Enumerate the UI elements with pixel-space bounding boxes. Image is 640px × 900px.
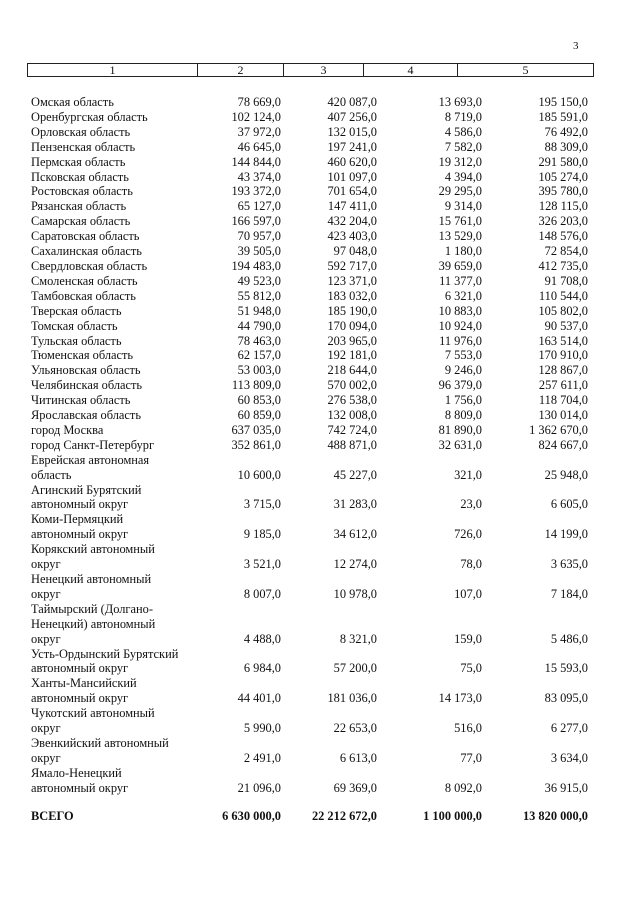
total-label: ВСЕГО bbox=[31, 809, 74, 823]
value-col5: 130 014,0 bbox=[538, 408, 588, 423]
value-col5: 128 867,0 bbox=[538, 363, 588, 378]
region-name bbox=[31, 184, 201, 199]
table-row bbox=[31, 259, 591, 274]
region-name bbox=[31, 95, 201, 110]
region-name-line: Свердловская область bbox=[31, 258, 148, 273]
total-value-col3: 22 212 672,0 bbox=[311, 809, 377, 823]
region-name-line: город Москва bbox=[31, 422, 104, 437]
value-col4: 23,0 bbox=[460, 497, 482, 512]
region-name-line: округ bbox=[31, 631, 61, 646]
value-col4: 11 976,0 bbox=[439, 333, 482, 348]
region-name bbox=[31, 199, 201, 214]
value-col2: 193 372,0 bbox=[231, 184, 281, 199]
value-col3: 460 620,0 bbox=[327, 154, 377, 169]
value-col3: 12 274,0 bbox=[333, 557, 377, 572]
value-col4: 14 173,0 bbox=[438, 691, 482, 706]
table-row bbox=[31, 348, 591, 363]
value-col4: 32 631,0 bbox=[438, 437, 482, 452]
region-name-line: Читинская область bbox=[31, 393, 131, 408]
value-col4: 321,0 bbox=[454, 467, 482, 482]
region-name bbox=[31, 408, 201, 423]
value-col5: 170 910,0 bbox=[538, 348, 588, 363]
region-name-line: Тюменская область bbox=[31, 348, 134, 363]
table-row bbox=[31, 125, 591, 140]
value-col2: 60 853,0 bbox=[237, 393, 281, 408]
table-row bbox=[31, 363, 591, 378]
value-col4: 726,0 bbox=[454, 527, 482, 542]
value-col2: 46 645,0 bbox=[237, 139, 281, 154]
region-name bbox=[31, 214, 201, 229]
region-name-line: Тверская область bbox=[31, 303, 122, 318]
region-name-line: Ростовская область bbox=[31, 184, 133, 199]
value-col3: 218 644,0 bbox=[327, 363, 377, 378]
value-col5: 90 537,0 bbox=[544, 318, 588, 333]
value-col3: 123 371,0 bbox=[327, 273, 377, 288]
total-value-col4: 1 100 000,0 bbox=[423, 809, 482, 823]
value-col2: 637 035,0 bbox=[231, 422, 281, 437]
value-col4: 107,0 bbox=[454, 586, 482, 601]
value-col2: 43 374,0 bbox=[237, 169, 281, 184]
region-name-line: Тамбовская область bbox=[31, 288, 136, 303]
value-col4: 29 295,0 bbox=[438, 184, 482, 199]
value-col5: 36 915,0 bbox=[544, 780, 588, 795]
region-name bbox=[31, 438, 201, 453]
value-col2: 3 521,0 bbox=[243, 557, 281, 572]
value-col3: 132 008,0 bbox=[327, 408, 377, 423]
region-name-line: Челябинская область bbox=[31, 378, 143, 393]
value-col3: 147 411,0 bbox=[327, 199, 377, 214]
value-col5: 824 667,0 bbox=[538, 437, 588, 452]
region-name bbox=[31, 453, 201, 483]
table-row bbox=[31, 423, 591, 438]
table-row bbox=[31, 736, 591, 766]
value-col2: 65 127,0 bbox=[237, 199, 281, 214]
region-name-line: округ bbox=[31, 721, 61, 736]
region-name bbox=[31, 125, 201, 140]
region-name-line: автономный округ bbox=[31, 661, 129, 676]
region-name-line: Ярославская область bbox=[31, 408, 141, 423]
value-col4: 8 719,0 bbox=[444, 109, 482, 124]
value-col4: 13 529,0 bbox=[438, 229, 482, 244]
region-name bbox=[31, 706, 201, 736]
region-name-line: Рязанская область bbox=[31, 199, 127, 214]
table-row bbox=[31, 453, 591, 483]
value-col5: 6 277,0 bbox=[550, 721, 588, 736]
region-name bbox=[31, 170, 201, 185]
value-col2: 9 185,0 bbox=[243, 527, 281, 542]
value-col3: 101 097,0 bbox=[327, 169, 377, 184]
region-name-line: округ bbox=[31, 557, 61, 572]
value-col3: 701 654,0 bbox=[327, 184, 377, 199]
table-row bbox=[31, 289, 591, 304]
value-col5: 25 948,0 bbox=[544, 467, 588, 482]
region-name bbox=[31, 512, 201, 542]
total-row bbox=[31, 809, 591, 824]
region-name bbox=[31, 348, 201, 363]
region-name bbox=[31, 483, 201, 513]
value-col4: 7 582,0 bbox=[444, 139, 482, 154]
value-col5: 105 802,0 bbox=[538, 303, 588, 318]
region-name bbox=[31, 244, 201, 259]
region-name-line: Томская область bbox=[31, 318, 118, 333]
region-name-line: Омская область bbox=[31, 95, 114, 109]
value-col3: 34 612,0 bbox=[333, 527, 377, 542]
value-col4: 39 659,0 bbox=[438, 258, 482, 273]
column-header-4: 4 bbox=[364, 64, 458, 76]
value-col2: 37 972,0 bbox=[237, 124, 281, 139]
value-col4: 19 312,0 bbox=[438, 154, 482, 169]
value-col3: 185 190,0 bbox=[327, 303, 377, 318]
value-col2: 4 488,0 bbox=[243, 631, 281, 646]
value-col5: 5 486,0 bbox=[550, 631, 588, 646]
value-col3: 10 978,0 bbox=[333, 586, 377, 601]
value-col3: 57 200,0 bbox=[333, 661, 377, 676]
value-col3: 183 032,0 bbox=[327, 288, 377, 303]
value-col4: 7 553,0 bbox=[444, 348, 482, 363]
region-name-line: Тульская область bbox=[31, 333, 122, 348]
value-col4: 8 809,0 bbox=[444, 408, 482, 423]
value-col5: 3 634,0 bbox=[550, 750, 588, 765]
region-name bbox=[31, 304, 201, 319]
region-name bbox=[31, 602, 201, 647]
value-col3: 420 087,0 bbox=[327, 95, 377, 109]
region-name bbox=[31, 259, 201, 274]
table-row bbox=[31, 319, 591, 334]
value-col2: 194 483,0 bbox=[231, 258, 281, 273]
value-col3: 6 613,0 bbox=[339, 750, 377, 765]
region-name-line: Еврейская автономная bbox=[31, 452, 150, 467]
value-col5: 118 704,0 bbox=[538, 393, 588, 408]
value-col3: 45 227,0 bbox=[333, 467, 377, 482]
region-name-line: автономный округ bbox=[31, 780, 129, 795]
region-name bbox=[31, 766, 201, 796]
table-row bbox=[31, 199, 591, 214]
table-row bbox=[31, 95, 591, 110]
value-col4: 96 379,0 bbox=[438, 378, 482, 393]
page-number: 3 bbox=[573, 40, 579, 52]
region-name-line: автономный округ bbox=[31, 527, 129, 542]
value-col3: 407 256,0 bbox=[327, 109, 377, 124]
value-col2: 70 957,0 bbox=[237, 229, 281, 244]
value-col3: 31 283,0 bbox=[333, 497, 377, 512]
table-row bbox=[31, 438, 591, 453]
region-name bbox=[31, 542, 201, 572]
value-col4: 4 394,0 bbox=[444, 169, 482, 184]
value-col2: 21 096,0 bbox=[237, 780, 281, 795]
table-row bbox=[31, 170, 591, 185]
value-col5: 326 203,0 bbox=[538, 214, 588, 229]
value-col2: 55 812,0 bbox=[237, 288, 281, 303]
value-col3: 276 538,0 bbox=[327, 393, 377, 408]
region-name-line: Ханты-Мансийский bbox=[31, 676, 137, 691]
table-row bbox=[31, 110, 591, 125]
region-name-line: Саратовская область bbox=[31, 229, 140, 244]
value-col5: 185 591,0 bbox=[538, 109, 588, 124]
region-name-line: Чукотский автономный bbox=[31, 706, 155, 721]
region-name-line: Усть-Ордынский Бурятский bbox=[31, 646, 179, 661]
region-name bbox=[31, 110, 201, 125]
region-name-line: Смоленская область bbox=[31, 273, 138, 288]
region-name-line: округ bbox=[31, 586, 61, 601]
region-name bbox=[31, 274, 201, 289]
total-value-col2: 6 630 000,0 bbox=[222, 809, 281, 823]
table-row bbox=[31, 140, 591, 155]
region-name bbox=[31, 393, 201, 408]
region-name bbox=[31, 319, 201, 334]
value-col3: 69 369,0 bbox=[333, 780, 377, 795]
region-name bbox=[31, 378, 201, 393]
column-header-row bbox=[27, 63, 594, 77]
value-col3: 742 724,0 bbox=[327, 422, 377, 437]
column-header-5: 5 bbox=[522, 63, 529, 77]
region-name bbox=[31, 423, 201, 438]
value-col4: 159,0 bbox=[454, 631, 482, 646]
value-col5: 128 115,0 bbox=[538, 199, 588, 214]
value-col3: 181 036,0 bbox=[327, 691, 377, 706]
table-row bbox=[31, 274, 591, 289]
value-col5: 83 095,0 bbox=[544, 691, 588, 706]
value-col2: 144 844,0 bbox=[231, 154, 281, 169]
value-col4: 75,0 bbox=[460, 661, 482, 676]
table-row bbox=[31, 378, 591, 393]
value-col4: 9 246,0 bbox=[444, 363, 482, 378]
value-col2: 78 463,0 bbox=[237, 333, 281, 348]
value-col3: 22 653,0 bbox=[333, 721, 377, 736]
value-col2: 44 401,0 bbox=[237, 691, 281, 706]
value-col5: 291 580,0 bbox=[538, 154, 588, 169]
table-row bbox=[31, 244, 591, 259]
value-col2: 60 859,0 bbox=[237, 408, 281, 423]
region-name bbox=[31, 736, 201, 766]
value-col3: 170 094,0 bbox=[327, 318, 377, 333]
region-name bbox=[31, 229, 201, 244]
value-col5: 105 274,0 bbox=[538, 169, 588, 184]
region-name-line: автономный округ bbox=[31, 497, 129, 512]
region-name-line: Ямало-Ненецкий bbox=[31, 765, 122, 780]
value-col4: 516,0 bbox=[454, 721, 482, 736]
region-name bbox=[31, 289, 201, 304]
value-col4: 15 761,0 bbox=[438, 214, 482, 229]
value-col5: 195 150,0 bbox=[538, 95, 588, 109]
value-col5: 91 708,0 bbox=[544, 273, 588, 288]
table-row bbox=[31, 393, 591, 408]
region-name-line: Коми-Пермяцкий bbox=[31, 512, 124, 527]
table-row bbox=[31, 676, 591, 706]
value-col5: 3 635,0 bbox=[550, 557, 588, 572]
total-value-col5: 13 820 000,0 bbox=[522, 809, 588, 823]
value-col4: 6 321,0 bbox=[444, 288, 482, 303]
column-header-1: 1 bbox=[28, 64, 198, 76]
value-col2: 352 861,0 bbox=[231, 437, 281, 452]
value-col4: 10 924,0 bbox=[438, 318, 482, 333]
column-header-2: 2 bbox=[198, 64, 284, 76]
value-col2: 3 715,0 bbox=[243, 497, 281, 512]
region-name bbox=[31, 647, 201, 677]
table-body bbox=[31, 95, 591, 796]
value-col5: 72 854,0 bbox=[544, 244, 588, 259]
table-row bbox=[31, 155, 591, 170]
region-name bbox=[31, 334, 201, 349]
table-row bbox=[31, 766, 591, 796]
value-col2: 8 007,0 bbox=[243, 586, 281, 601]
value-col2: 113 809,0 bbox=[231, 378, 281, 393]
value-col2: 78 669,0 bbox=[237, 95, 281, 109]
region-name-line: Ненецкий автономный bbox=[31, 572, 152, 586]
value-col3: 197 241,0 bbox=[327, 139, 377, 154]
table-row bbox=[31, 706, 591, 736]
region-name bbox=[31, 572, 201, 602]
region-name-line: Ульяновская область bbox=[31, 363, 141, 378]
value-col4: 13 693,0 bbox=[438, 95, 482, 109]
region-name-line: округ bbox=[31, 750, 61, 765]
value-col5: 110 544,0 bbox=[538, 288, 588, 303]
value-col4: 1 180,0 bbox=[444, 244, 482, 259]
region-name bbox=[31, 140, 201, 155]
value-col2: 166 597,0 bbox=[231, 214, 281, 229]
value-col3: 570 002,0 bbox=[327, 378, 377, 393]
region-name-line: Пензенская область bbox=[31, 139, 136, 154]
value-col3: 488 871,0 bbox=[327, 437, 377, 452]
value-col2: 62 157,0 bbox=[237, 348, 281, 363]
region-name-line: Сахалинская область bbox=[31, 244, 142, 259]
region-name-line: область bbox=[31, 467, 72, 482]
region-name-line: город Санкт-Петербург bbox=[31, 437, 155, 452]
region-name-line: Пермская область bbox=[31, 154, 126, 169]
value-col4: 8 092,0 bbox=[444, 780, 482, 795]
value-col3: 432 204,0 bbox=[327, 214, 377, 229]
region-name-line: Корякский автономный bbox=[31, 542, 155, 557]
value-col2: 10 600,0 bbox=[237, 467, 281, 482]
value-col4: 4 586,0 bbox=[444, 124, 482, 139]
value-col2: 6 984,0 bbox=[243, 661, 281, 676]
value-col5: 15 593,0 bbox=[544, 661, 588, 676]
table-row bbox=[31, 647, 591, 677]
region-name bbox=[31, 363, 201, 378]
table-row bbox=[31, 572, 591, 602]
value-col5: 76 492,0 bbox=[544, 124, 588, 139]
value-col2: 39 505,0 bbox=[237, 244, 281, 259]
table-row bbox=[31, 512, 591, 542]
table-row bbox=[31, 602, 591, 647]
value-col5: 7 184,0 bbox=[550, 586, 588, 601]
value-col3: 203 965,0 bbox=[327, 333, 377, 348]
table-row bbox=[31, 184, 591, 199]
region-name-line: Оренбургская область bbox=[31, 109, 148, 124]
value-col2: 44 790,0 bbox=[237, 318, 281, 333]
value-col4: 81 890,0 bbox=[438, 422, 482, 437]
value-col3: 8 321,0 bbox=[339, 631, 377, 646]
region-name-line: Агинский Бурятский bbox=[31, 482, 142, 497]
value-col4: 11 377,0 bbox=[439, 273, 482, 288]
value-col2: 5 990,0 bbox=[243, 721, 281, 736]
region-name-line: Таймырский (Долгано- bbox=[31, 601, 153, 616]
value-col4: 10 883,0 bbox=[438, 303, 482, 318]
region-name-line: Орловская область bbox=[31, 124, 131, 139]
table-row bbox=[31, 483, 591, 513]
value-col5: 88 309,0 bbox=[544, 139, 588, 154]
value-col5: 1 362 670,0 bbox=[529, 422, 588, 437]
value-col2: 2 491,0 bbox=[243, 750, 281, 765]
value-col2: 49 523,0 bbox=[237, 273, 281, 288]
region-name-line: автономный округ bbox=[31, 691, 129, 706]
value-col5: 14 199,0 bbox=[544, 527, 588, 542]
value-col3: 192 181,0 bbox=[327, 348, 377, 363]
table-row bbox=[31, 304, 591, 319]
region-name bbox=[31, 676, 201, 706]
value-col3: 132 015,0 bbox=[327, 124, 377, 139]
table-row bbox=[31, 214, 591, 229]
table-row bbox=[31, 334, 591, 349]
value-col5: 395 780,0 bbox=[538, 184, 588, 199]
table-row bbox=[31, 408, 591, 423]
value-col3: 592 717,0 bbox=[327, 258, 377, 273]
value-col4: 77,0 bbox=[460, 750, 482, 765]
value-col3: 97 048,0 bbox=[333, 244, 377, 259]
value-col5: 163 514,0 bbox=[538, 333, 588, 348]
column-header-3: 3 bbox=[284, 64, 364, 76]
value-col4: 1 756,0 bbox=[444, 393, 482, 408]
value-col4: 78,0 bbox=[460, 557, 482, 572]
value-col5: 148 576,0 bbox=[538, 229, 588, 244]
table-row bbox=[31, 229, 591, 244]
value-col2: 53 003,0 bbox=[237, 363, 281, 378]
value-col5: 257 611,0 bbox=[538, 378, 588, 393]
region-name-line: Эвенкийский автономный bbox=[31, 735, 169, 750]
region-name bbox=[31, 155, 201, 170]
value-col2: 51 948,0 bbox=[237, 303, 281, 318]
table-row bbox=[31, 542, 591, 572]
value-col5: 6 605,0 bbox=[550, 497, 588, 512]
region-name-line: Самарская область bbox=[31, 214, 131, 229]
value-col4: 9 314,0 bbox=[444, 199, 482, 214]
value-col3: 423 403,0 bbox=[327, 229, 377, 244]
region-name-line: Ненецкий) автономный bbox=[31, 616, 156, 631]
value-col5: 412 735,0 bbox=[538, 258, 588, 273]
region-name-line: Псковская область bbox=[31, 169, 129, 184]
value-col2: 102 124,0 bbox=[231, 109, 281, 124]
